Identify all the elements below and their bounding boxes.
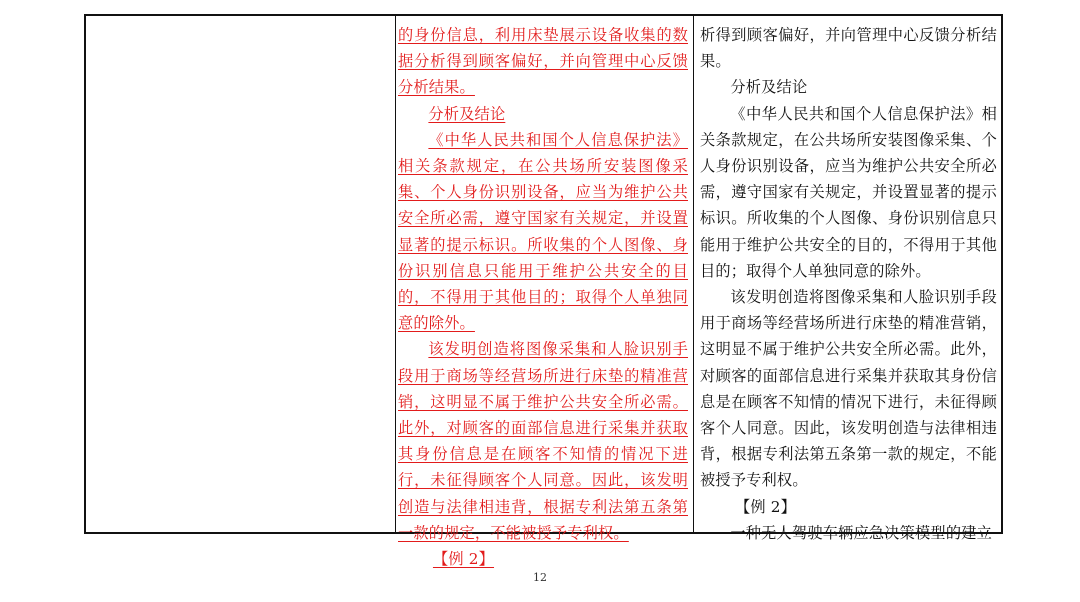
revised-example-heading: 【例 2】 [432, 550, 495, 569]
clean-paragraph: 《中华人民共和国个人信息保护法》相关条款规定，在公共场所安装图像采集、个人身份识别设备，应当为维护公共安全所必需，遵守国家有关规定，并设置显著的提示标识。所收集的个人图像、身份识别信息只能用于维护公共安全的目的，不得用于其他目的；取得个人单独同意的除外。 [700, 104, 997, 280]
revised-paragraph: 的身份信息，利用床垫展示设备收集的数据分析得到顾客偏好，并向管理中心反馈分析结果。 [398, 26, 688, 97]
column-divider [693, 16, 694, 532]
clean-paragraph: 一种无人驾驶车辆应急决策模型的建立 [730, 523, 992, 542]
revised-paragraph: 《中华人民共和国个人信息保护法》相关条款规定，在公共场所安装图像采集、个人身份识别设备，应当为维护公共安全所必需，遵守国家有关规定，并设置显著的提示标识。所收集的个人图像、身份识别信息只能用于维护公共安全的目的，不得用于其他目的；取得个人单独同意的除外。 [398, 130, 688, 333]
clean-section-heading: 分析及结论 [730, 78, 808, 97]
clean-text-column [700, 22, 997, 546]
revised-text-column [398, 22, 688, 572]
column-divider [395, 16, 396, 532]
revised-section-heading: 分析及结论 [428, 104, 506, 123]
clean-paragraph: 该发明创造将图像采集和人脸识别手段用于商场等经营场所进行床垫的精准营销，这明显不属于维护公共安全所必需。此外，对顾客的面部信息进行采集并获取其身份信息是在顾客不知情的情况下进行，未征得顾客个人同意。因此，该发明创造与法律相违背，根据专利法第五条第一款的规定，不能被授予专利权。 [700, 288, 997, 490]
clean-example-heading: 【例 2】 [734, 497, 797, 516]
comparison-table [84, 14, 1003, 569]
clean-paragraph: 析得到顾客偏好，并向管理中心反馈分析结果。 [700, 26, 997, 71]
page-number: 12 [533, 571, 547, 584]
revised-paragraph: 该发明创造将图像采集和人脸识别手段用于商场等经营场所进行床垫的精准营销，这明显不属于维护公共安全所必需。此外，对顾客的面部信息进行采集并获取其身份信息是在顾客不知情的情况下进行，未征得顾客个人同意。因此，该发明创造与法律相违背，根据专利法第五条第一款的规定，不能被授予专利权。 [398, 340, 688, 542]
